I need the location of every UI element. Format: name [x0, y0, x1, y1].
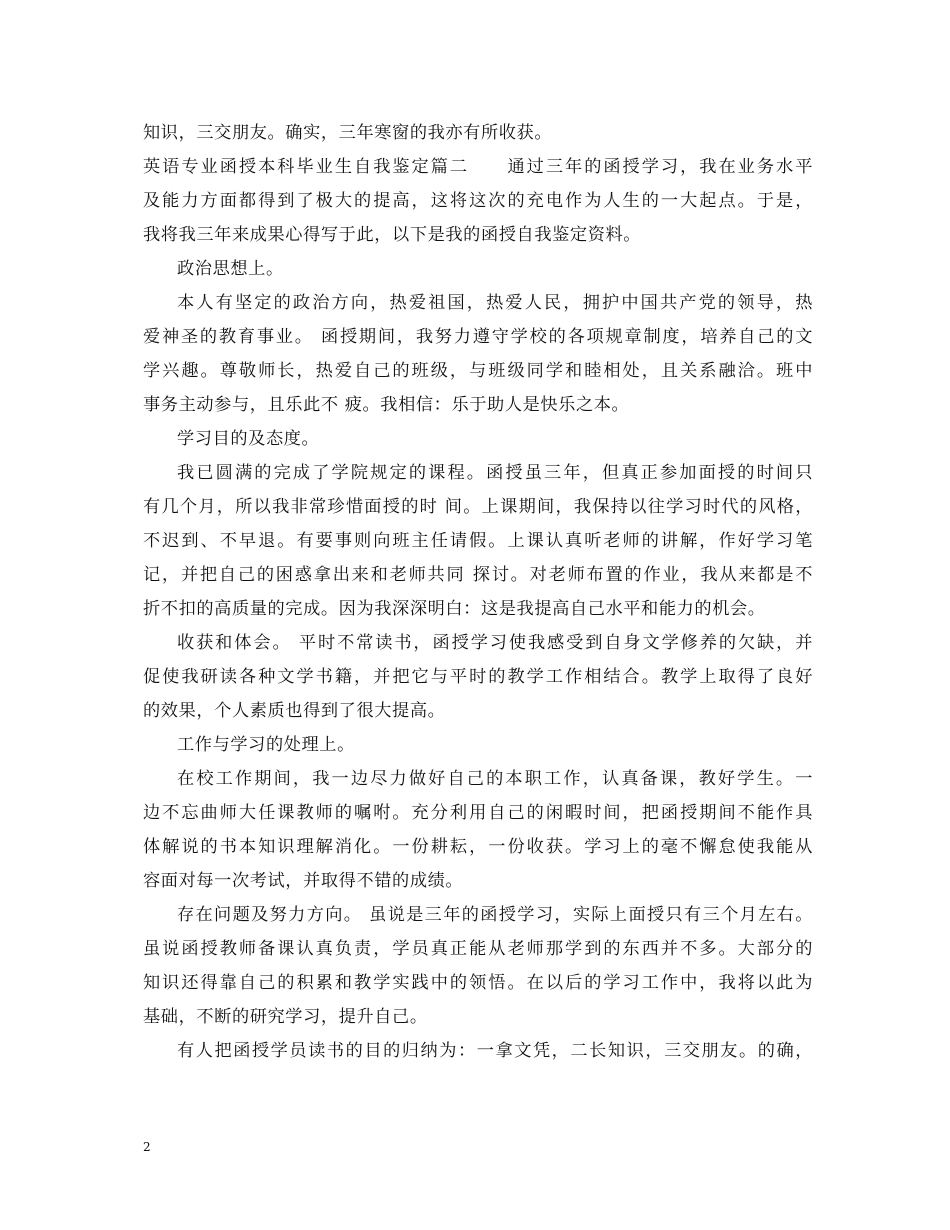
text-line: 有几个月，所以我非常珍惜面授的时 间。上课期间，我保持以往学习时代的风格， [143, 497, 813, 517]
text-line: 容面对每一次考试，并取得不错的成绩。 [143, 871, 464, 891]
text-line: 折不扣的高质量的完成。因为我深深明白：这是我提高自己水平和能力的机会。 [143, 599, 766, 619]
text-line: 我已圆满的完成了学院规定的课程。函授虽三年，但真正参加面授的时间只 [177, 463, 813, 483]
text-line: 有人把函授学员读书的目的归纳为：一拿文凭，二长知识，三交朋友。的确， [177, 1041, 813, 1061]
text-line: 体解说的书本知识理解消化。一份耕耘，一份收获。学习上的毫不懈怠使我能从 [143, 837, 813, 857]
section-heading: 学习目的及态度。 [177, 429, 320, 449]
document-body [143, 116, 813, 1068]
section-heading: 工作与学习的处理上。 [177, 735, 355, 755]
text-line: 知识还得靠自己的积累和教学实践中的领悟。在以后的学习工作中，我将以此为 [143, 973, 813, 993]
text-line: 记，并把自己的困惑拿出来和老师共同 探讨。对老师布置的作业，我从来都是不 [143, 565, 813, 585]
text-line: 虽说函授教师备课认真负责，学员真正能从老师那学到的东西并不多。大部分的 [143, 939, 813, 959]
text-line: 学兴趣。尊敬师长，热爱自己的班级，与班级同学和睦相处，且关系融洽。班中 [143, 361, 813, 381]
page-number: 2 [143, 1140, 151, 1154]
text-line: 基础，不断的研究学习，提升自己。 [143, 1007, 428, 1027]
text-line: 的效果，个人素质也得到了很大提高。 [143, 701, 446, 721]
text-line: 知识，三交朋友。确实，三年寒窗的我亦有所收获。 [143, 123, 553, 143]
text-line: 爱神圣的教育事业。 函授期间，我努力遵守学校的各项规章制度，培养自己的文 [143, 327, 813, 347]
text-line: 及能力方面都得到了极大的提高，这将这次的充电作为人生的一大起点。于是， [143, 191, 813, 211]
text-line: 边不忘曲师大任课教师的嘱咐。充分利用自己的闲暇时间，把函授期间不能作具 [143, 803, 813, 823]
text-line: 本人有坚定的政治方向，热爱祖国，热爱人民，拥护中国共产党的领导，热 [177, 293, 813, 313]
text-line: 存在问题及努力方向。 虽说是三年的函授学习，实际上面授只有三个月左右。 [177, 905, 813, 925]
text-line: 我将我三年来成果心得写于此，以下是我的函授自我鉴定资料。 [143, 225, 642, 245]
text-line: 促使我研读各种文学书籍，并把它与平时的教学工作相结合。教学上取得了良好 [143, 667, 813, 687]
text-line: 收获和体会。 平时不常读书，函授学习使我感受到自身文学修养的欠缺，并 [177, 633, 813, 653]
text-line: 英语专业函授本科毕业生自我鉴定篇二 通过三年的函授学习，我在业务水平 [143, 157, 813, 177]
text-line: 事务主动参与，且乐此不 疲。我相信：乐于助人是快乐之本。 [143, 395, 630, 415]
section-heading: 政治思想上。 [177, 259, 284, 279]
text-line: 不迟到、不早退。有要事则向班主任请假。上课认真听老师的讲解，作好学习笔 [143, 531, 813, 551]
text-line: 在校工作期间，我一边尽力做好自己的本职工作，认真备课，教好学生。一 [177, 769, 813, 789]
